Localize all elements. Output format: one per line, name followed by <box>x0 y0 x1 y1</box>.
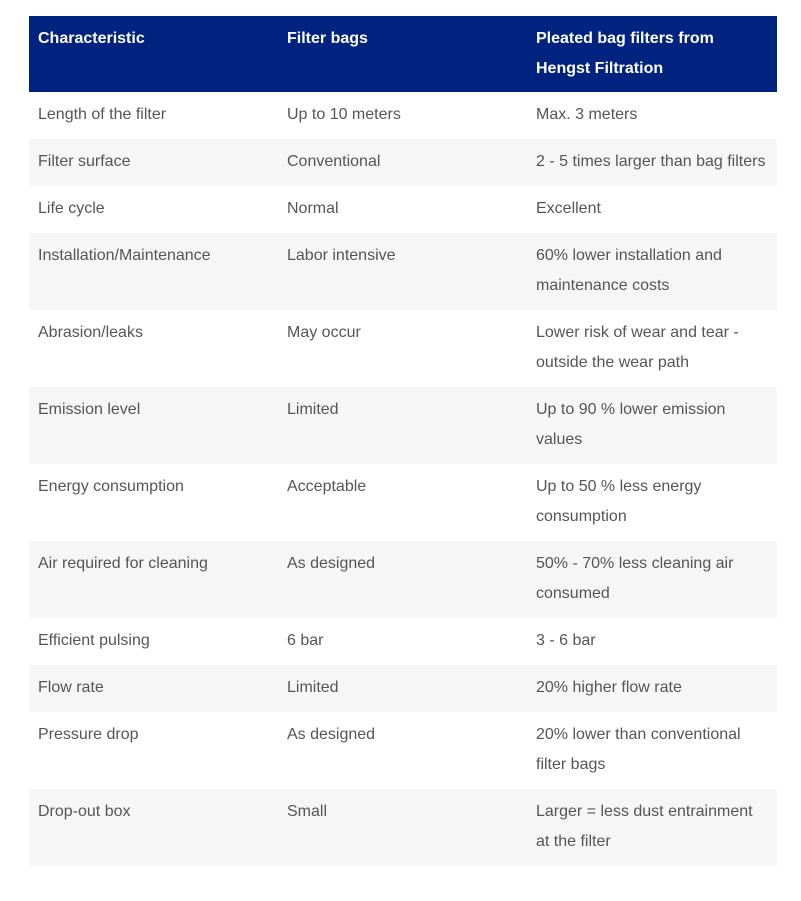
table-row <box>29 712 777 789</box>
cell-characteristic: Length of the filter <box>38 106 167 123</box>
header-characteristic: Characteristic <box>38 30 145 47</box>
cell-characteristic: Filter surface <box>38 153 131 170</box>
cell-filter-bags: Limited <box>287 679 339 696</box>
cell-characteristic: Drop-out box <box>38 803 131 820</box>
cell-filter-bags: Acceptable <box>287 478 367 495</box>
cell-pleated-bag-filters: 3 - 6 bar <box>536 632 596 649</box>
cell-characteristic: Emission level <box>38 401 141 418</box>
cell-characteristic: Energy consumption <box>38 478 184 495</box>
table-header <box>29 16 777 92</box>
cell-filter-bags: As designed <box>287 555 376 572</box>
cell-pleated-bag-filters: 50% - 70% less cleaning air consumed <box>536 555 734 602</box>
table-row <box>29 233 777 310</box>
cell-pleated-bag-filters: Excellent <box>536 200 601 217</box>
cell-filter-bags: May occur <box>287 324 361 341</box>
cell-pleated-bag-filters: 60% lower installation and maintenance costs <box>536 247 722 294</box>
cell-pleated-bag-filters: Max. 3 meters <box>536 106 638 123</box>
cell-filter-bags: Normal <box>287 200 339 217</box>
cell-filter-bags: Up to 10 meters <box>287 106 401 123</box>
cell-filter-bags: Labor intensive <box>287 247 396 264</box>
cell-filter-bags: Conventional <box>287 153 381 170</box>
cell-pleated-bag-filters: Up to 90 % lower emission values <box>536 401 726 448</box>
cell-filter-bags: As designed <box>287 726 376 743</box>
cell-pleated-bag-filters: Up to 50 % less energy consumption <box>536 478 702 525</box>
table-row <box>29 618 777 665</box>
comparison-table <box>29 16 777 866</box>
table-row <box>29 310 777 387</box>
table-row <box>29 387 777 464</box>
cell-characteristic: Life cycle <box>38 200 105 217</box>
cell-characteristic: Efficient pulsing <box>38 632 150 649</box>
cell-characteristic: Flow rate <box>38 679 104 696</box>
cell-filter-bags: 6 bar <box>287 632 324 649</box>
cell-filter-bags: Small <box>287 803 328 820</box>
table-row <box>29 92 777 139</box>
table-row <box>29 789 777 866</box>
table-row <box>29 665 777 712</box>
table-row <box>29 464 777 541</box>
cell-characteristic: Air required for cleaning <box>38 555 208 572</box>
cell-pleated-bag-filters: Larger = less dust entrainment at the filter <box>536 803 753 850</box>
cell-pleated-bag-filters: 2 - 5 times larger than bag filters <box>536 153 766 170</box>
table-row <box>29 139 777 186</box>
header-row <box>29 16 777 92</box>
comparison-table-container <box>29 16 777 866</box>
table-body <box>29 92 777 866</box>
cell-characteristic: Abrasion/leaks <box>38 324 143 341</box>
header-pleated-bag-filters: Pleated bag filters from Hengst Filtration <box>536 30 714 77</box>
header-filter-bags: Filter bags <box>287 30 368 47</box>
cell-filter-bags: Limited <box>287 401 339 418</box>
table-row <box>29 186 777 233</box>
cell-pleated-bag-filters: Lower risk of wear and tear - outside the wear path <box>536 324 739 371</box>
cell-characteristic: Installation/Maintenance <box>38 247 211 264</box>
table-row <box>29 541 777 618</box>
cell-pleated-bag-filters: 20% lower than conventional filter bags <box>536 726 741 773</box>
cell-pleated-bag-filters: 20% higher flow rate <box>536 679 682 696</box>
cell-characteristic: Pressure drop <box>38 726 139 743</box>
